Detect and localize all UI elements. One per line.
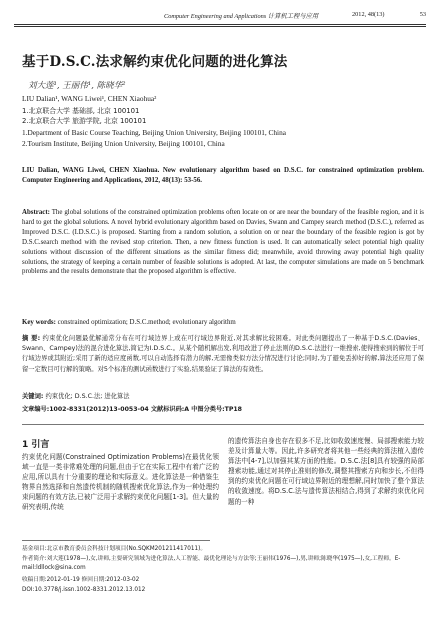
abstract-label: Abstract:	[22, 209, 50, 216]
authors-chinese: 刘大莲¹, 王丽伟¹, 陈晓华²	[28, 81, 126, 91]
affiliation-cn-1: 1.北京联合大学 基础部, 北京 100101	[22, 107, 140, 115]
keywords-english	[22, 318, 424, 328]
citation-line: LIU Dalian, WANG Liwei, CHEN Xiaohua. New evolutionary algorithm based on D.S.C. for constrained optimization problem. Computer Engineering and Applications, 2012, 48(13): 53-56.	[22, 167, 424, 185]
body-column-left: 约束优化问题(Constrained Optimization Problems)在最优化领域一直是一类非常难处理的问题,但由于它在实际工程中有着广泛的应用,所以具有十分重要的理论和实际意义。进化算法是一种借鉴生物界自然选择和自然遗传机制的随机搜索优化算法,作为一种处理约束问题的有效方法,已被广泛用于求解约束优化问题[1-3]。但大量的研究表明,传统	[22, 453, 219, 512]
section-heading: 1 引言	[22, 440, 50, 450]
paper-title: 基于D.S.C.法求解约束优化问题的进化算法	[22, 54, 288, 70]
header-rule	[14, 24, 426, 25]
doi-line: 文章编号:1002-8331(2012)13-0053-04 文献标识码:A 中图分类号:TP18	[22, 406, 242, 413]
keywords-chinese	[22, 392, 424, 402]
running-header	[14, 8, 426, 22]
affiliation-cn-2: 2.北京联合大学 旅游学院, 北京 100101	[22, 117, 147, 125]
doi-cnki: DOI:10.3778/j.issn.1002-8331.2012.13.012	[22, 587, 146, 593]
author-bio: 作者简介:刘大莲(1978—),女,讲师,主要研究领域为进化算法,人工智能、最优化理论与方法等;王丽伟(1976—),男,讲师;陈晓华(1975—),女,工程师。E-mail:ldllock@sina.com	[22, 556, 401, 571]
page-number: 53	[419, 11, 426, 18]
affiliation-en-1: 1.Department of Basic Course Teaching, Beijing Union University, Beijing 100101, China	[22, 128, 286, 137]
received-dates: 收稿日期:2012-01-19 修回日期:2012-03-02	[22, 577, 140, 583]
keywords-cn-label: 关键词:	[22, 393, 44, 400]
journal-name: Computer Engineering and Applications 计算机工程与应用	[164, 13, 319, 20]
body-column-right: 的遗传算法自身也存在很多不足,比如收敛速度慢、局部搜索能力较差及计算量大等。因此,许多研究者将其他一些经典的算法植入遗传算法中[4-7],以加强其某方面的性能。D.S.C.法[8]具有较强的局部搜索功能,通过对其停止准则的修改,调整其搜索方向和步长,不但得到的约束优化问题在可行域边界附近的理想解,同时加快了整个算法的收敛速度。将D.S.C.法与遗传算法相结合,得到了求解约束优化问题的一种	[228, 437, 424, 506]
abstract-chinese	[22, 334, 424, 375]
affiliation-en-2: 2.Tourism Institute, Beijing Union University, Beijing 100101, China	[22, 139, 225, 148]
abstract-english	[22, 208, 424, 277]
keywords-label: Key words:	[22, 319, 56, 326]
section-divider	[22, 424, 424, 425]
footnote-rule	[22, 540, 210, 541]
keywords-text: constrained optimization; D.S.C.method; evolutionary algorithm	[57, 319, 236, 326]
authors-english: LIU Dalian¹, WANG Liwei¹, CHEN Xiaohua²	[22, 94, 157, 103]
abstract-text: The global solutions of the constrained optimization problems often locate on or are near the boundary of the feasible region, and it is hard to get the global solutions. A novel hybrid evolutionary algorithm based on Davies, Swann and Campey search method (D.S.C.), referred as Improved D.S.C. (I.D.S.C.) is proposed. Starting from a random solution, a solution on or near the boundary of the feasible region is got by D.S.C.search method with the revised stop criterion. Then, a new fitness function is used. It can automatically select potential high quality solutions without discussion of the different situations as the similar fitness did; meanwhile, avoid throwing away potential high quality solutions, the strategy of keeping a certain number of feasible solutions is adopted. At last, the computer simulations are made on 5 benchmark problems and the results demonstrate that the proposed algorithm is effective.	[22, 209, 424, 276]
header-rule-thin	[14, 26, 426, 27]
issue-number: 2012, 48(13)	[352, 11, 385, 18]
abstract-cn-text: 约束优化问题最优解通常分布在可行域边界上或在可行域边界附近,对其求解比较困难。对此类问题提出了一种基于D.S.C.(Davies、Swann、Campey)法的混合进化算法,简记为I.D.S.C.。从某个随机解出发,利用改进了停止法则的D.S.C.法进行一维搜索,使得搜索到的解位于可行域边界或其附近;采用了新的适应度函数,可以自动选择有潜力的解,无需像类似方法分情况进行讨论;同时,为了避免丢掉好的解,算法还应用了保留一定数目可行解的策略。对5个标准的测试函数进行了实验,结果验证了算法的有效性。	[22, 335, 424, 373]
fund-note: 基金项目:北京市教育委员会科技计划项目(No.SQKM201211417011)。	[22, 546, 207, 552]
keywords-cn-text: 约束优化; D.S.C.法; 进化算法	[45, 393, 130, 400]
abstract-cn-label: 摘 要:	[22, 335, 41, 342]
